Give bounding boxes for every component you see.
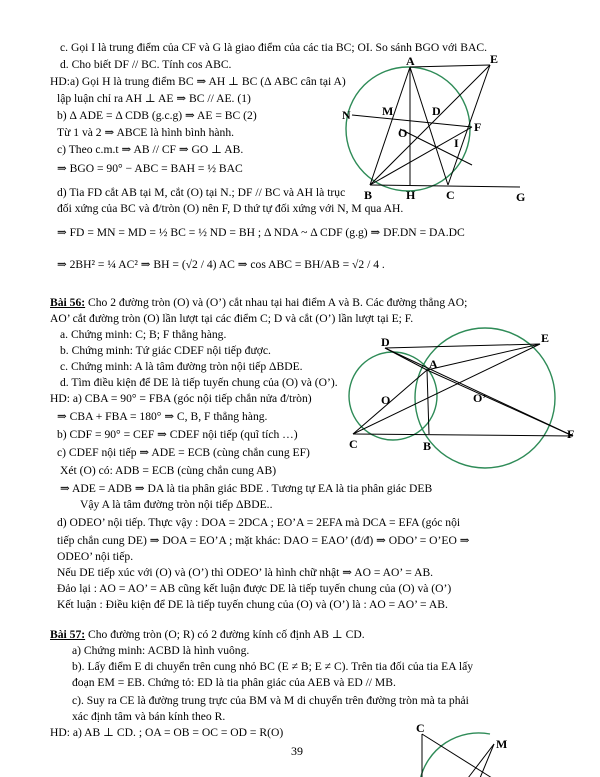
segment-nf bbox=[352, 115, 472, 127]
exercise-57-label: Bài 57: bbox=[50, 628, 86, 641]
label-i: I bbox=[454, 136, 459, 150]
text-line: ⇒ BGO = 90° − ABC = BAH = ½ BAC bbox=[57, 162, 243, 175]
text-line: a) Chứng minh: ACBD là hình vuông. bbox=[72, 644, 250, 657]
page-number: 39 bbox=[291, 744, 303, 758]
segment-ec bbox=[353, 344, 540, 434]
label-d: D bbox=[432, 104, 441, 118]
text-line: ⇒ FD = MN = MD = ½ BC = ½ ND = BH ; Δ NDA ~ Δ CDF (g.g) ⇒ DF.DN = DA.DC bbox=[57, 226, 465, 239]
exercise-57-text bbox=[50, 628, 365, 642]
text-line: d) Tia FD cắt AB tại M, cắt (O) tại N.; DF // BC và AH là trục bbox=[57, 186, 346, 199]
label-g: G bbox=[516, 190, 526, 204]
text-span: Cho đường tròn (O; R) có 2 đường kính cố định AB ⊥ CD. bbox=[88, 628, 365, 641]
text-line: HD: a) AB ⊥ CD. ; OA = OB = OC = OD = R(O) bbox=[50, 726, 284, 739]
segment-m-down bbox=[468, 744, 494, 777]
label-o: O bbox=[381, 393, 391, 407]
label-c: C bbox=[349, 437, 358, 451]
label-d: D bbox=[381, 335, 390, 349]
segment-cf bbox=[353, 434, 573, 436]
label-n: N bbox=[342, 108, 351, 122]
text-line: Kết luận : Điều kiện để DE là tiếp tuyến chung của (O) và (O’) là : AO = AO’ = AB. bbox=[57, 598, 448, 611]
text-line: ⇒ 2BH² = ¼ AC² ⇒ BH = (√2 / 4) AC ⇒ cos ABC = BH/AB = √2 / 4 . bbox=[57, 258, 385, 271]
text-line: d. Cho biết DF // BC. Tính cos ABC. bbox=[60, 58, 232, 71]
text-line: ⇒ CBA + FBA = 180° ⇒ C, B, F thẳng hàng. bbox=[57, 410, 268, 423]
text-line: c. Gọi I là trung điểm của CF và G là giao điểm của các tia BC; OI. So sánh BGO với BAC. bbox=[60, 41, 487, 54]
text-line: HD:a) Gọi H là trung điểm BC ⇒ AH ⊥ BC (Δ ABC cân tại A) bbox=[50, 75, 346, 88]
text-line: c. Chứng minh: A là tâm đường tròn nội tiếp ΔBDE. bbox=[60, 360, 303, 373]
text-line: b) Δ ADE = Δ CDB (g.c.g) ⇒ AE = BC (2) bbox=[57, 109, 257, 122]
label-o: O bbox=[398, 126, 408, 140]
segment-m-down-2 bbox=[480, 744, 494, 777]
figure-square-circle bbox=[400, 720, 520, 777]
figure-two-circles bbox=[345, 331, 585, 458]
text-line: Từ 1 và 2 ⇒ ABCE là hình bình hành. bbox=[57, 126, 235, 139]
text-line: Xét (O) có: ADB = ECB (cùng chắn cung AB) bbox=[60, 464, 277, 477]
text-line: AO’ cắt đường tròn (O) lần lượt tại các điểm C; D và cắt (O’) lần lượt tại E; F. bbox=[50, 312, 414, 325]
label-e: E bbox=[541, 331, 550, 345]
text-line: Nếu DE tiếp xúc với (O) và (O’) thì ODEO’ là hình chữ nhật ⇒ AO = AO’ = AB. bbox=[57, 566, 434, 579]
exercise-56-text bbox=[50, 296, 467, 310]
text-line: c) CDEF nội tiếp ⇒ ADE = ECB (cùng chắn cung EF) bbox=[57, 446, 310, 459]
text-line: ODEO’ nội tiếp. bbox=[57, 550, 134, 563]
text-line: đối xứng của BC và đ/tròn (O) nên F, D thứ tự đối xứng với N, M qua AH. bbox=[57, 202, 404, 215]
segment-ea bbox=[427, 344, 540, 370]
text-line: c) Theo c.m.t ⇒ AB // CF ⇒ GO ⊥ AB. bbox=[57, 143, 244, 156]
circle-o bbox=[346, 67, 470, 191]
label-m: M bbox=[496, 737, 508, 751]
text-span: Cho 2 đường tròn (O) và (O’) cắt nhau tại hai điểm A và B. Các đường thẳng AO; bbox=[88, 296, 468, 309]
label-f: F bbox=[567, 427, 575, 441]
label-b: B bbox=[423, 439, 432, 453]
text-line: HD: a) CBA = 90° = FBA (góc nội tiếp chắn nửa đ/tròn) bbox=[50, 392, 312, 405]
text-line: ⇒ ADE = ADB ⇒ DA là tia phân giác BDE . Tương tự EA là tia phân giác DEB bbox=[60, 482, 433, 495]
text-line: lập luận chỉ ra AH ⊥ AE ⇒ BC // AE. (1) bbox=[57, 92, 251, 105]
label-c: C bbox=[416, 721, 425, 735]
text-line: b) CDF = 90° = CEF ⇒ CDEF nội tiếp (quĩ tích …) bbox=[57, 428, 298, 441]
text-line: Vậy A là tâm đường tròn nội tiếp ΔBDE.. bbox=[80, 498, 273, 511]
label-m: M bbox=[382, 104, 394, 118]
text-line: tiếp chắn cung DE) ⇒ DOA = EO’A ; mặt khác: DAO = EAO’ (đ/đ) ⇒ ODO’ = O’EO ⇒ bbox=[57, 534, 470, 547]
text-line: d) ODEO’ nội tiếp. Thực vậy : DOA = 2DCA ; EO’A = 2EFA mà DCA = EFA (góc nội bbox=[57, 516, 461, 529]
text-line: b. Chứng minh: Tứ giác CDEF nội tiếp được. bbox=[60, 344, 271, 357]
segment-c-right bbox=[422, 734, 492, 777]
segment-eb bbox=[370, 65, 490, 185]
text-line: d. Tìm điều kiện để DE là tiếp tuyến chung của (O) và (O’). bbox=[60, 376, 338, 389]
text-line: xác định tâm và bán kính theo R. bbox=[72, 710, 226, 723]
label-e: E bbox=[490, 52, 499, 66]
text-line: Đảo lại : AO = AO’ = AB cũng kết luận được DE là tiếp tuyến chung của (O) và (O’) bbox=[57, 582, 452, 595]
text-line: a. Chứng minh: C; B; F thẳng hàng. bbox=[60, 328, 227, 341]
label-a: A bbox=[429, 357, 438, 371]
segment-de bbox=[385, 344, 540, 348]
label-f: F bbox=[474, 120, 482, 134]
text-line: đoạn EM = EB. Chứng tỏ: ED là tia phân giác của AEB và ED // MB. bbox=[72, 676, 396, 689]
segment-ae bbox=[410, 65, 490, 67]
exercise-56-label: Bài 56: bbox=[50, 296, 86, 309]
figure-triangle-circle bbox=[340, 52, 540, 205]
text-line: b). Lấy điểm E di chuyển trên cung nhỏ BC (E ≠ B; E ≠ C). Trên tia đối của tia EA lấy bbox=[72, 660, 474, 673]
segment-bg bbox=[370, 185, 520, 187]
label-a: A bbox=[406, 54, 415, 68]
text-line: c). Suy ra CE là đường trung trực của BM và M di chuyển trên đường tròn mà ta phải bbox=[72, 694, 469, 707]
label-h: H bbox=[406, 188, 416, 202]
label-c: C bbox=[446, 188, 455, 202]
label-b: B bbox=[364, 188, 373, 202]
label-o-prime: O’ bbox=[473, 391, 487, 405]
